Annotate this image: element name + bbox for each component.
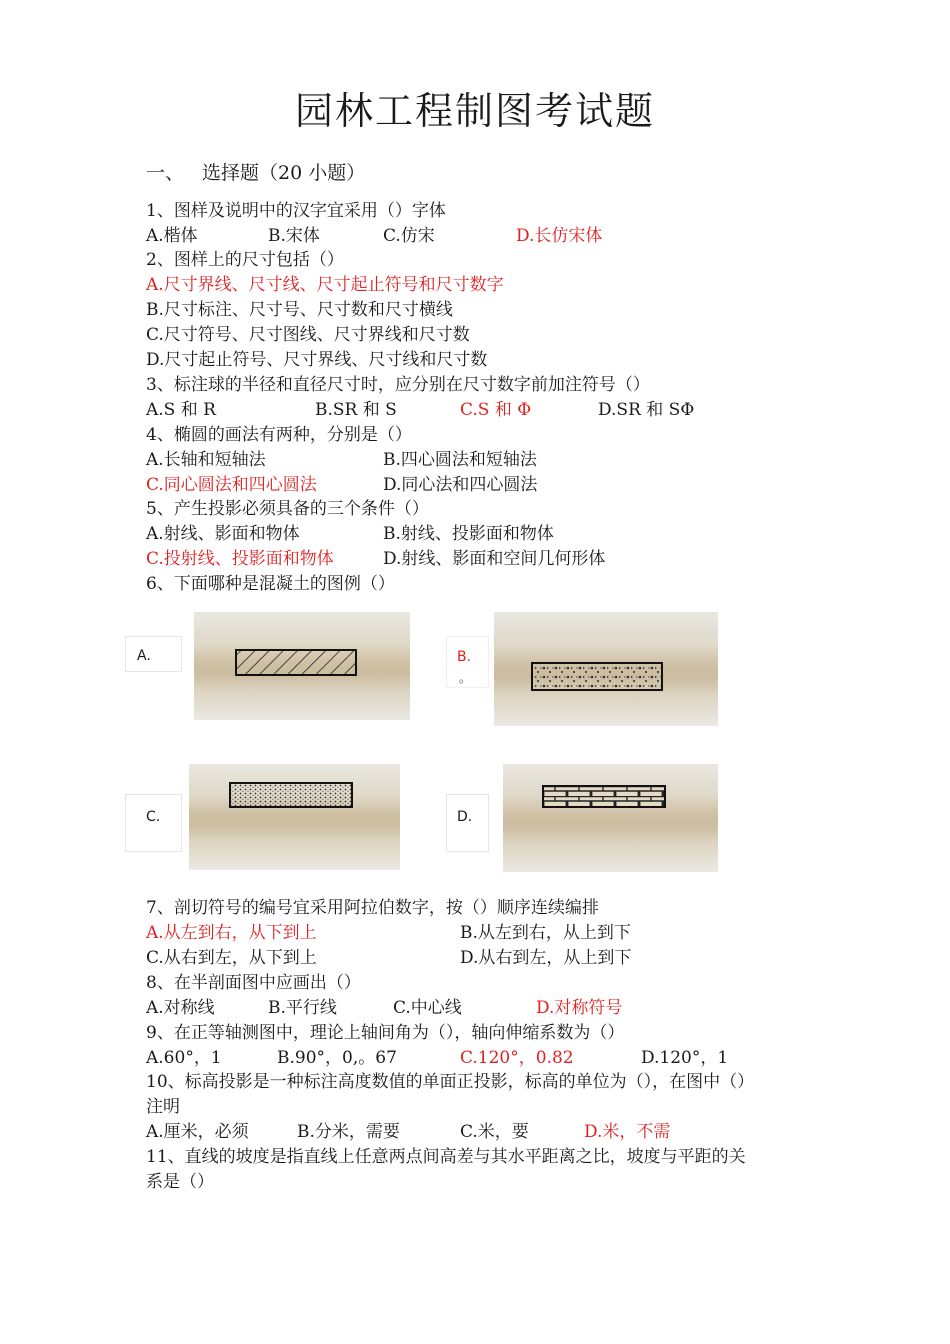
q3-option-a: A.S 和 R (146, 400, 216, 420)
q10-option-c: C.米，要 (460, 1122, 529, 1142)
section-label: 选择题（20 小题） (202, 162, 366, 184)
q2-option-b: B.尺寸标注、尺寸号、尺寸数和尺寸横线 (146, 300, 453, 320)
q5-option-c-answer: C.投射线、投影面和物体 (146, 549, 334, 569)
brick-pattern-icon (503, 764, 718, 872)
section-heading (146, 158, 365, 185)
q4-option-d: D.同心法和四心圆法 (383, 475, 538, 495)
q2-option-c: C.尺寸符号、尺寸图线、尺寸界线和尺寸数 (146, 325, 470, 345)
hatch-pattern-icon (194, 612, 410, 720)
q7-option-c: C.从右到左，从下到上 (146, 948, 317, 968)
concrete-pattern-icon (494, 612, 718, 726)
q5-option-b: B.射线、投影面和物体 (383, 524, 554, 544)
q9-option-d: D.120°，1 (641, 1048, 729, 1068)
page-title: 园林工程制图考试题 (294, 89, 655, 133)
q10-option-a: A.厘米，必须 (146, 1122, 249, 1142)
q2-option-a-answer: A.尺寸界线、尺寸线、尺寸起止符号和尺寸数字 (146, 275, 504, 295)
q6-label-a-box (125, 636, 182, 672)
q1-option-c: C.仿宋 (383, 226, 435, 246)
q7-option-d: D.从右到左，从上到下 (460, 948, 632, 968)
q4-option-a: A.长轴和短轴法 (146, 450, 266, 470)
question-1-stem: 1、图样及说明中的汉字宜采用（）字体 (146, 201, 446, 221)
q10-option-d-answer: D.米，不需 (584, 1122, 671, 1142)
q8-option-a: A.对称线 (146, 998, 215, 1018)
question-3-stem: 3、标注球的半径和直径尺寸时，应分别在尺寸数字前加注符号（） (146, 375, 650, 395)
question-4-stem: 4、椭圆的画法有两种，分别是（） (146, 425, 412, 445)
q3-option-c-answer: C.S 和 Φ (460, 400, 532, 420)
question-11-stem-cont: 系是（） (146, 1172, 214, 1192)
q9-option-c-answer: C.120°，0.82 (460, 1048, 574, 1068)
q6-option-a-label: A. (137, 648, 151, 664)
q4-option-b: B.四心圆法和短轴法 (383, 450, 537, 470)
q3-option-d: D.SR 和 SΦ (598, 400, 695, 420)
q7-option-a-answer: A.从左到右，从下到上 (146, 923, 317, 943)
q1-option-b: B.宋体 (268, 226, 320, 246)
section-number: 一、 (146, 162, 185, 184)
question-2-stem: 2、图样上的尺寸包括（） (146, 250, 344, 270)
question-11-stem: 11、直线的坡度是指直线上任意两点间高差与其水平距离之比，坡度与平距的关 (146, 1147, 746, 1167)
q6-option-d-label: D. (457, 809, 473, 825)
q6-label-b-box (446, 636, 489, 688)
q6-option-c-label: C. (146, 809, 161, 825)
question-8-stem: 8、在半剖面图中应画出（） (146, 973, 361, 993)
q6-option-a-image (194, 612, 410, 720)
q9-option-b: B.90°，0,。67 (277, 1048, 397, 1068)
q5-option-a: A.射线、影面和物体 (146, 524, 300, 544)
sand-pattern-icon (189, 764, 400, 870)
question-7-stem: 7、剖切符号的编号宜采用阿拉伯数字，按（）顺序连续编排 (146, 898, 599, 918)
q7-option-b: B.从左到右，从上到下 (460, 923, 631, 943)
q1-option-d-answer: D.长仿宋体 (516, 226, 603, 246)
question-10-stem-cont: 注明 (146, 1097, 180, 1117)
question-10-stem: 10、标高投影是一种标注高度数值的单面正投影，标高的单位为（），在图中（） (146, 1072, 755, 1092)
question-6-stem: 6、下面哪种是混凝土的图例（） (146, 574, 395, 594)
q10-option-b: B.分米，需要 (297, 1122, 400, 1142)
q6-option-b-mark: 。 (459, 671, 472, 685)
question-9-stem: 9、在正等轴测图中，理论上轴间角为（），轴向伸缩系数为（） (146, 1023, 625, 1043)
q3-option-b: B.SR 和 S (315, 400, 397, 420)
q8-option-b: B.平行线 (268, 998, 337, 1018)
q9-option-a: A.60°，1 (146, 1048, 222, 1068)
q6-option-d-image (503, 764, 718, 872)
q6-option-c-image (189, 764, 400, 870)
q1-option-a: A.楷体 (146, 226, 198, 246)
question-5-stem: 5、产生投影必须具备的三个条件（） (146, 499, 429, 519)
q8-option-d-answer: D.对称符号 (536, 998, 623, 1018)
q5-option-d: D.射线、影面和空间几何形体 (383, 549, 606, 569)
q6-label-c-box (125, 794, 182, 852)
q8-option-c: C.中心线 (393, 998, 462, 1018)
q6-option-b-image (494, 612, 718, 726)
q6-option-b-label-answer: B. (457, 649, 472, 665)
q6-label-d-box (446, 794, 489, 852)
q4-option-c-answer: C.同心圆法和四心圆法 (146, 475, 317, 495)
q2-option-d: D.尺寸起止符号、尺寸界线、尺寸线和尺寸数 (146, 350, 488, 370)
